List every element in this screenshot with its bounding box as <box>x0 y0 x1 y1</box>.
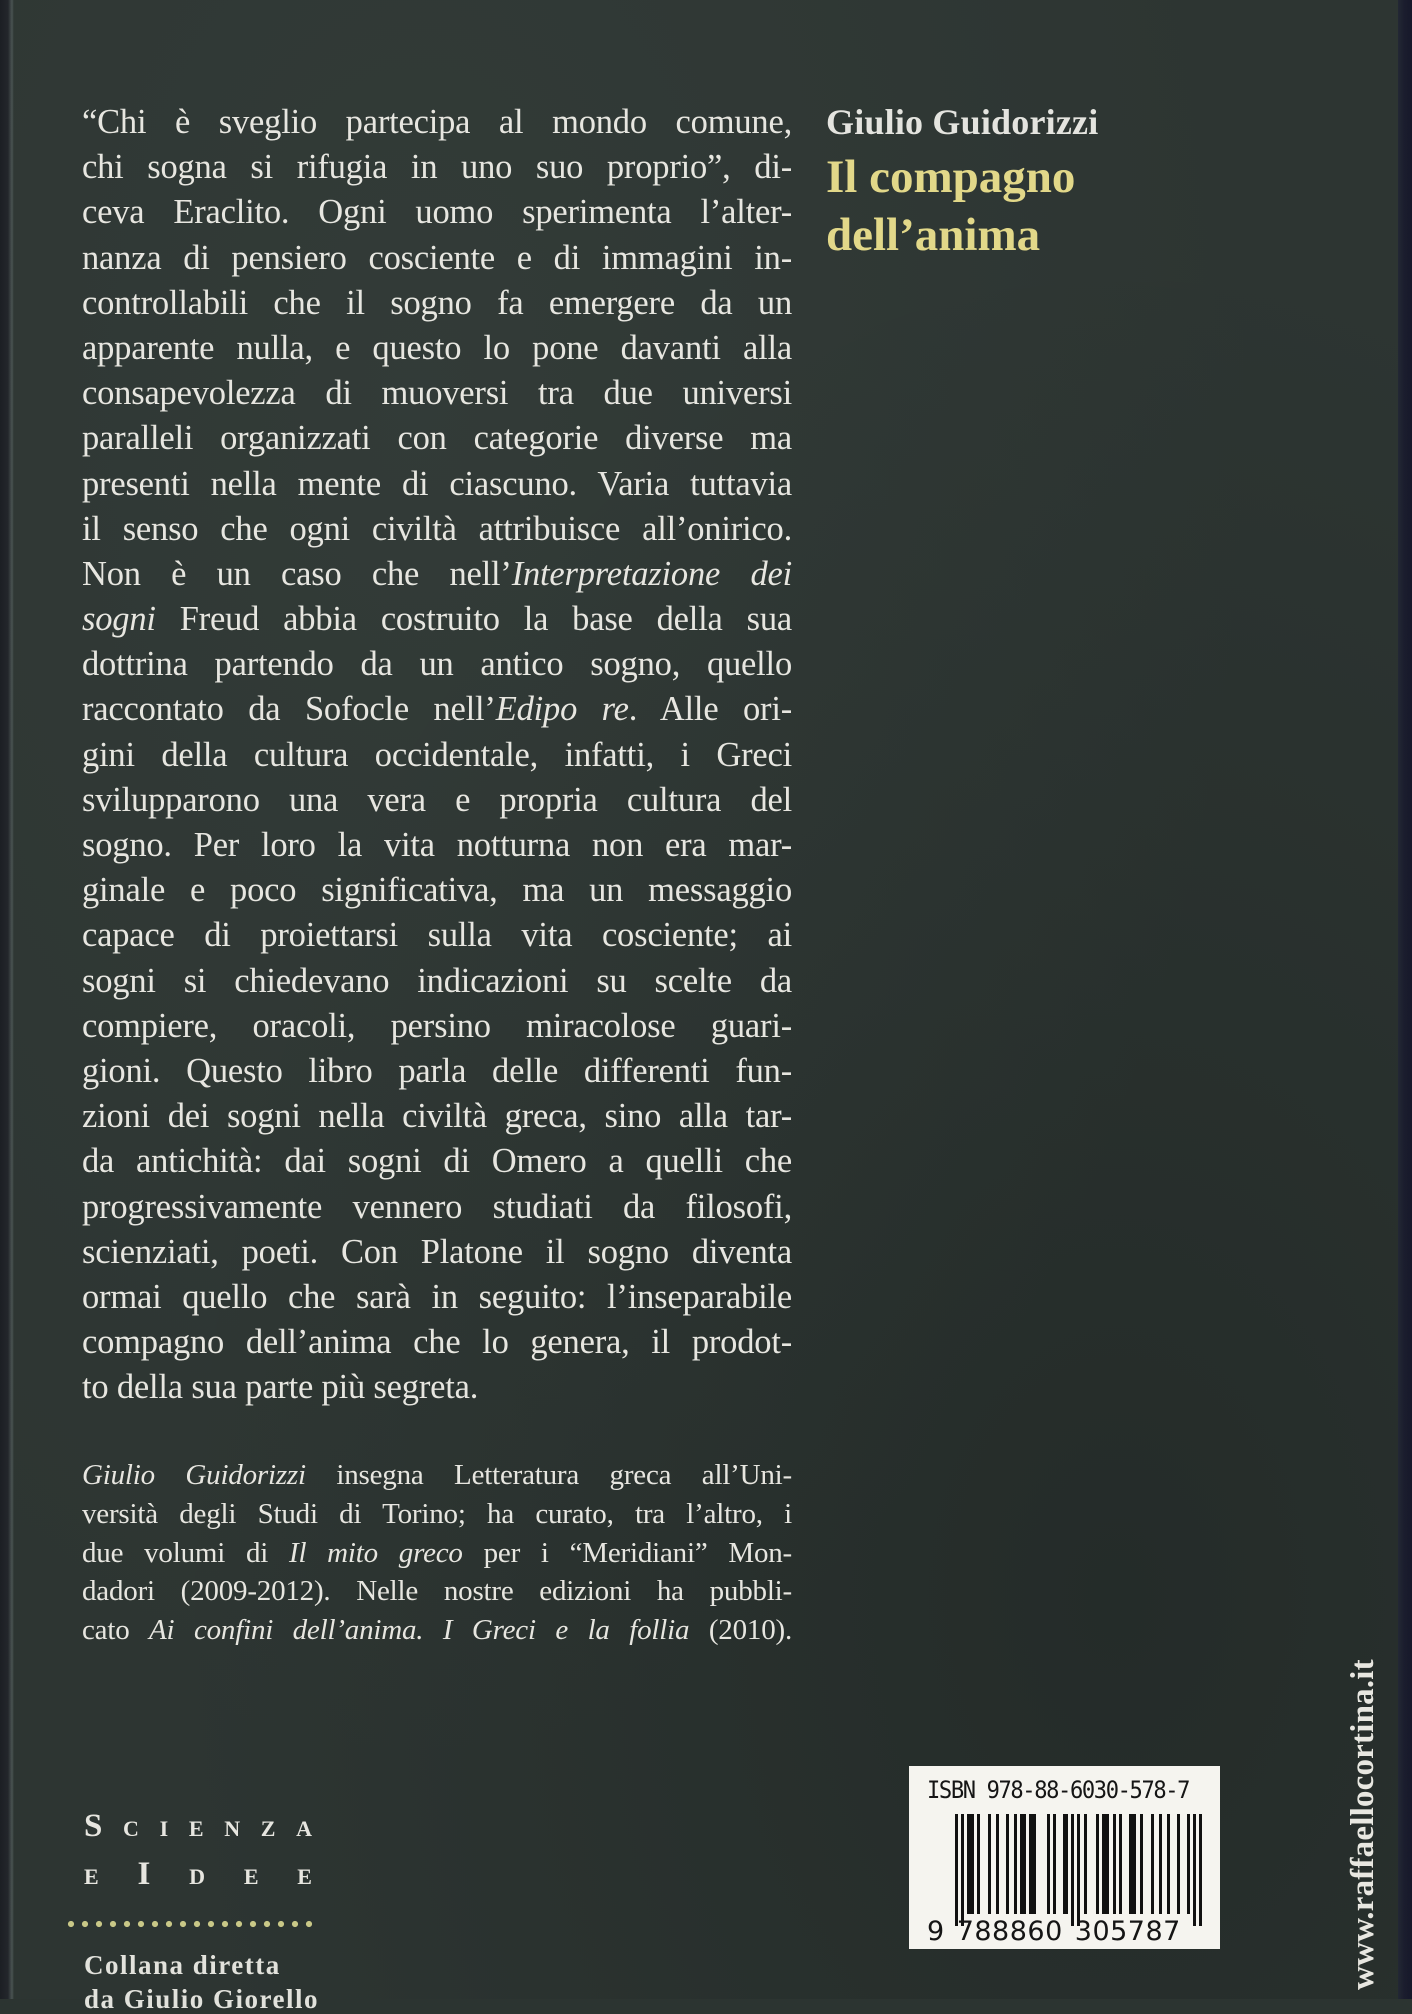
blurb-line: “Chi è sveglio partecipa al mondo comune, <box>82 103 792 141</box>
blurb-line: il senso che ogni civiltà attribuisce all’onirico. <box>82 509 792 548</box>
bio-line: versità degli Studi di Torino; ha curato, tra l’altro, i <box>82 1497 792 1530</box>
series-letter: I <box>137 1856 151 1892</box>
bio-line: dadori (2009-2012). Nelle nostre edizioni ha pubbli- <box>82 1575 792 1608</box>
blurb-line: to della sua parte più segreta. <box>82 1368 479 1407</box>
blurb-line: presenti nella mente di ciascuno. Varia tuttavia <box>82 464 792 503</box>
blurb-line: dottrina partendo da un antico sogno, quello <box>82 645 792 684</box>
isbn-label: ISBN 978-88-6030-578-7 <box>927 1776 1190 1804</box>
blurb-line: controllabili che il sogno fa emergere da un <box>82 283 792 322</box>
bio-line: due volumi di Il mito greco per i “Meridiani” Mon- <box>82 1536 792 1569</box>
series-row-scienza <box>84 1808 312 1856</box>
series-letter: E <box>84 1864 99 1889</box>
series-letter: D <box>189 1864 206 1889</box>
bio-line: Giulio Guidorizzi insegna Letteratura greca all’Uni- <box>82 1459 792 1491</box>
book-title-line-2: dell’anima <box>826 209 1041 261</box>
blurb-italic-title: sogni <box>82 600 156 639</box>
blurb-italic-title: Interpretazione dei <box>511 554 792 593</box>
blurb-line: compagno dell’anima che lo genera, il prodot- <box>82 1323 792 1362</box>
cover-right-edge <box>1398 0 1412 1999</box>
series-letter: E <box>243 1864 259 1889</box>
blurb-line: da antichità: dai sogni di Omero a quelli che <box>82 1142 792 1181</box>
blurb-line: gioni. Questo libro parla delle differenti fun- <box>82 1051 792 1090</box>
blurb-line: Non è un caso che nell’Interpretazione dei <box>82 554 792 593</box>
barcode-digit-lead: 9 <box>927 1916 945 1947</box>
series-editor-name-cropped: da Giulio Giorello <box>84 1984 320 2014</box>
series-name <box>84 1808 312 1904</box>
title-block <box>826 100 1346 264</box>
book-title <box>826 148 1346 264</box>
isbn-barcode <box>909 1766 1220 1949</box>
series-letter: E <box>297 1864 312 1889</box>
blurb-line: compiere, oracoli, persino miracolose guari- <box>82 1006 792 1045</box>
blurb-line: scienziati, poeti. Con Platone il sogno diventa <box>82 1232 792 1271</box>
bio-italic-title: Il mito greco <box>288 1536 463 1569</box>
blurb-line: svilupparono una vera e propria cultura del <box>82 780 792 819</box>
blurb-line: sogni si chiedevano indicazioni su scelte da <box>82 961 792 1000</box>
blurb-line: raccontato da Sofocle nell’Edipo re. Alle ori- <box>82 690 792 729</box>
barcode-digits <box>927 1916 1181 1947</box>
series-letter: E <box>188 1816 204 1841</box>
series-letter: Z <box>260 1816 276 1841</box>
blurb-line: chi sogna si rifugia in uno suo proprio”, di- <box>82 148 792 187</box>
blurb-line: gini della cultura occidentale, infatti, i Greci <box>82 735 792 774</box>
blurb-line: ginale e poco significativa, ma un messaggio <box>82 871 792 910</box>
bio-italic-title: Giulio Guidorizzi <box>82 1459 306 1491</box>
publisher-website: www.raffaellocortina.it <box>1345 1659 1381 1990</box>
blurb-line: consapevolezza di muoversi tra due universi <box>82 374 792 413</box>
series-letter: N <box>224 1816 241 1841</box>
blurb-line: paralleli organizzati con categorie diverse ma <box>82 419 792 458</box>
blurb-italic-title: Edipo re <box>495 690 629 729</box>
series-letter: A <box>296 1816 312 1841</box>
barcode-bars-icon <box>955 1814 1203 1926</box>
blurb-line: apparente nulla, e questo lo pone davanti alla <box>82 328 792 367</box>
series-letter: S <box>84 1808 103 1844</box>
book-title-line-1: Il compagno <box>826 151 1076 203</box>
dotted-divider <box>64 1920 314 1928</box>
series-row-e-idee <box>84 1856 312 1904</box>
blurb-line: sogni Freud abbia costruito la base della sua <box>82 600 792 639</box>
cover-left-edge <box>0 0 14 1999</box>
barcode-digits-right: 305787 <box>1074 1916 1181 1947</box>
blurb-line: progressivamente vennero studiati da filosofi, <box>82 1187 792 1226</box>
blurb-line: capace di proiettarsi sulla vita cosciente; ai <box>82 916 792 955</box>
bio-italic-title: Ai confini dell’anima. I Greci e la follia <box>149 1614 690 1647</box>
author-name: Giulio Guidorizzi <box>826 102 1099 142</box>
series-editor-label: Collana diretta <box>84 1950 281 1980</box>
bio-line: cato Ai confini dell’anima. I Greci e la follia (2010). <box>82 1614 792 1647</box>
blurb-line: ceva Eraclito. Ogni uomo sperimenta l’alter- <box>82 193 792 232</box>
blurb-line: nanza di pensiero cosciente e di immagini in- <box>82 238 792 277</box>
blurb-line: zioni dei sogni nella civiltà greca, sino alla tar- <box>82 1097 792 1136</box>
blurb-text <box>82 100 792 1410</box>
series-letter: I <box>159 1816 169 1841</box>
blurb-line: ormai quello che sarà in seguito: l’inseparabile <box>82 1277 792 1316</box>
series-letter: C <box>123 1816 139 1841</box>
author-bio <box>82 1456 792 1650</box>
blurb-line: sogno. Per loro la vita notturna non era mar- <box>82 826 792 864</box>
barcode-digits-left: 788860 <box>956 1916 1063 1947</box>
